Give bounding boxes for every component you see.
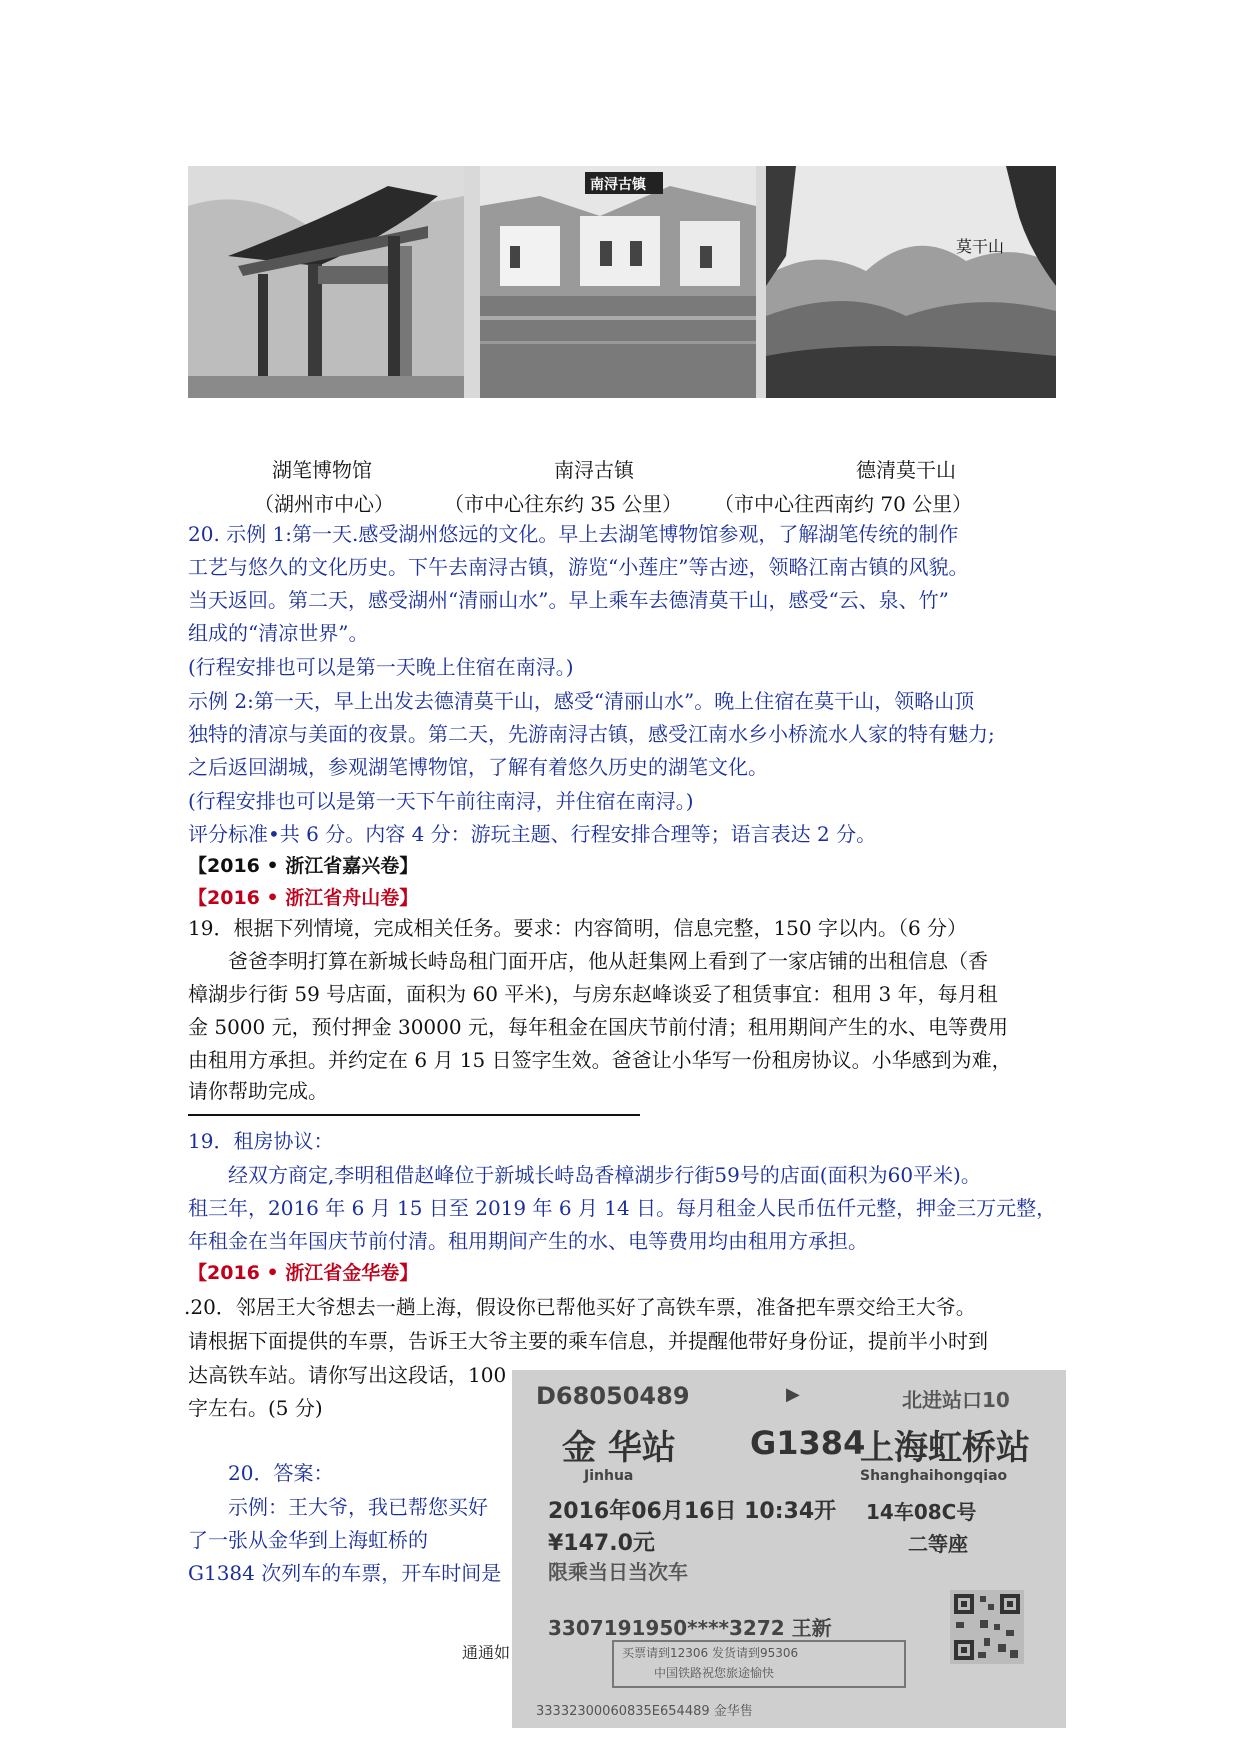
photo-hubi-museum bbox=[188, 166, 464, 398]
ticket-from-pinyin: Jinhua bbox=[584, 1468, 634, 1484]
question-19-line: 请你帮助完成。 bbox=[188, 1079, 328, 1103]
answer-20-jinhua-line: 示例：王大爷，我已帮您买好 bbox=[228, 1495, 488, 1519]
ticket-seat: 14车08C号 bbox=[866, 1500, 977, 1524]
answer-19-line: 19．租房协议： bbox=[188, 1129, 334, 1153]
answer-20-line: 独特的清凉与美面的夜景。第二天，先游南浔古镇，感受江南水乡小桥流水人家的特有魅力; bbox=[188, 722, 995, 746]
heading-zhoushan: 【2016 • 浙江省舟山卷】 bbox=[188, 887, 419, 909]
ticket-arrow-icon: ▶ bbox=[786, 1384, 800, 1405]
answer-20-jinhua-line: 了一张从金华到上海虹桥的 bbox=[188, 1528, 428, 1552]
ticket-datetime: 2016年06月16日 10:34开 bbox=[548, 1499, 837, 1524]
photo-overlay-nanxun: 南浔古镇 bbox=[590, 177, 646, 193]
answer-20-line: 评分标准•共 6 分。内容 4 分：游玩主题、行程安排合理等；语言表达 2 分。 bbox=[188, 822, 877, 846]
heading-jiaxing: 【2016 • 浙江省嘉兴卷】 bbox=[188, 855, 419, 877]
question-20-line: .20．邻居王大爷想去一趟上海，假设你已帮他买好了高铁车票，准备把车票交给王大爷。 bbox=[184, 1295, 976, 1319]
photo-moganshan bbox=[766, 166, 1056, 398]
ticket-passenger-id: 3307191950****3272 王新 bbox=[548, 1616, 832, 1640]
answer-20-line: (行程安排也可以是第一天晚上住宿在南浔。) bbox=[188, 655, 574, 679]
ticket-note: 限乘当日当次车 bbox=[548, 1560, 688, 1584]
caption-hubi-title: 湖笔博物馆 bbox=[272, 458, 372, 482]
answer-19-line: 年租金在当年国庆节前付清。租用期间产生的水、电等费用均由租用方承担。 bbox=[188, 1229, 868, 1253]
question-19-line: 19．根据下列情境，完成相关任务。要求：内容简明，信息完整，150 字以内。（6 分） bbox=[188, 916, 968, 940]
caption-nanxun-title: 南浔古镇 bbox=[554, 458, 634, 482]
answer-20-jinhua-line: G1384 次列车的车票，开车时间是 bbox=[188, 1561, 502, 1585]
question-20-line: 达高铁车站。请你写出这段话，100 bbox=[188, 1363, 507, 1387]
photo-nanxun bbox=[480, 166, 756, 398]
photo-overlay-moganshan: 莫干山 bbox=[956, 237, 1005, 256]
ticket-to: 上海虹桥站 bbox=[860, 1428, 1030, 1468]
qr-code-icon bbox=[950, 1590, 1024, 1664]
ticket-gate: 北进站口10 bbox=[902, 1388, 1010, 1412]
question-19-line: 爸爸李明打算在新城长峙岛租门面开店，他从赶集网上看到了一家店铺的出租信息（香 bbox=[228, 949, 988, 973]
answer-20-line: 组成的“清凉世界”。 bbox=[188, 621, 369, 645]
ticket-from: 金 华站 bbox=[562, 1428, 676, 1468]
ticket-price: ¥147.0元 bbox=[548, 1531, 655, 1556]
ticket-notice-box bbox=[612, 1640, 906, 1688]
caption-moganshan-location: （市中心往西南约 70 公里） bbox=[714, 492, 973, 516]
question-19-line: 金 5000 元，预付押金 30000 元，每年租金在国庆节前付清；租用期间产生的水、电等费用 bbox=[188, 1015, 1008, 1039]
ticket-serial: D68050489 bbox=[536, 1382, 690, 1410]
question-19-line: 由租用方承担。并约定在 6 月 15 日签字生效。爸爸让小华写一份租房协议。小华感到为难， bbox=[188, 1048, 1012, 1072]
answer-20-line: 示例 2:第一天，早上出发去德清莫干山，感受“清丽山水”。晚上住宿在莫干山，领略山顶 bbox=[188, 689, 975, 713]
ticket-train-number: G1384 bbox=[750, 1424, 866, 1462]
caption-hubi-location: （湖州市中心） bbox=[254, 492, 394, 516]
answer-19-line: 经双方商定,李明租借赵峰位于新城长峙岛香樟湖步行街59号的店面(面积为60平米)。 bbox=[228, 1163, 981, 1187]
question-20-line: 字左右。(5 分) bbox=[188, 1396, 323, 1420]
ticket-notice-line: 买票请到12306 发货请到95306 bbox=[622, 1646, 799, 1660]
ticket-class: 二等座 bbox=[908, 1532, 968, 1556]
page-footer: 通通如 bbox=[462, 1643, 511, 1662]
answer-20-line: 当天返回。第二天，感受湖州“清丽山水”。早上乘车去德清莫干山，感受“云、泉、竹” bbox=[188, 588, 949, 612]
heading-jinhua: 【2016 • 浙江省金华卷】 bbox=[188, 1262, 419, 1284]
question-19-line: 樟湖步行街 59 号店面，面积为 60 平米)，与房东赵峰谈妥了租赁事宜：租用 3 年，每月租 bbox=[188, 982, 998, 1006]
answer-19-line: 租三年，2016 年 6 月 15 日至 2019 年 6 月 14 日。每月租金人民币伍仟元整，押金三万元整， bbox=[188, 1196, 1057, 1220]
answer-20-line: 工艺与悠久的文化历史。下午去南浔古镇，游览“小莲庄”等古迹，领略江南古镇的风貌。 bbox=[188, 555, 969, 579]
answer-20-line: 20. 示例 1:第一天.感受湖州悠远的文化。早上去湖笔博物馆参观，了解湖笔传统的制作 bbox=[188, 522, 959, 546]
caption-moganshan-title: 德清莫干山 bbox=[856, 458, 956, 482]
answer-20-jinhua-line: 20．答案： bbox=[228, 1461, 334, 1485]
ticket-to-pinyin: Shanghaihongqiao bbox=[860, 1468, 1008, 1484]
photo-strip bbox=[188, 166, 1056, 398]
question-20-line: 请根据下面提供的车票，告诉王大爷主要的乘车信息，并提醒他带好身份证，提前半小时到 bbox=[188, 1329, 988, 1353]
divider-rule bbox=[188, 1114, 640, 1116]
ticket-notice-line: 中国铁路祝您旅途愉快 bbox=[654, 1666, 775, 1680]
caption-nanxun-location: （市中心往东约 35 公里） bbox=[444, 492, 683, 516]
answer-20-line: 之后返回湖城，参观湖笔博物馆，了解有着悠久历史的湖笔文化。 bbox=[188, 755, 768, 779]
ticket-bottom-code: 33332300060835E654489 金华售 bbox=[536, 1704, 753, 1719]
train-ticket-image bbox=[512, 1370, 1066, 1728]
answer-20-line: (行程安排也可以是第一天下午前往南浔，并住宿在南浔。) bbox=[188, 789, 694, 813]
